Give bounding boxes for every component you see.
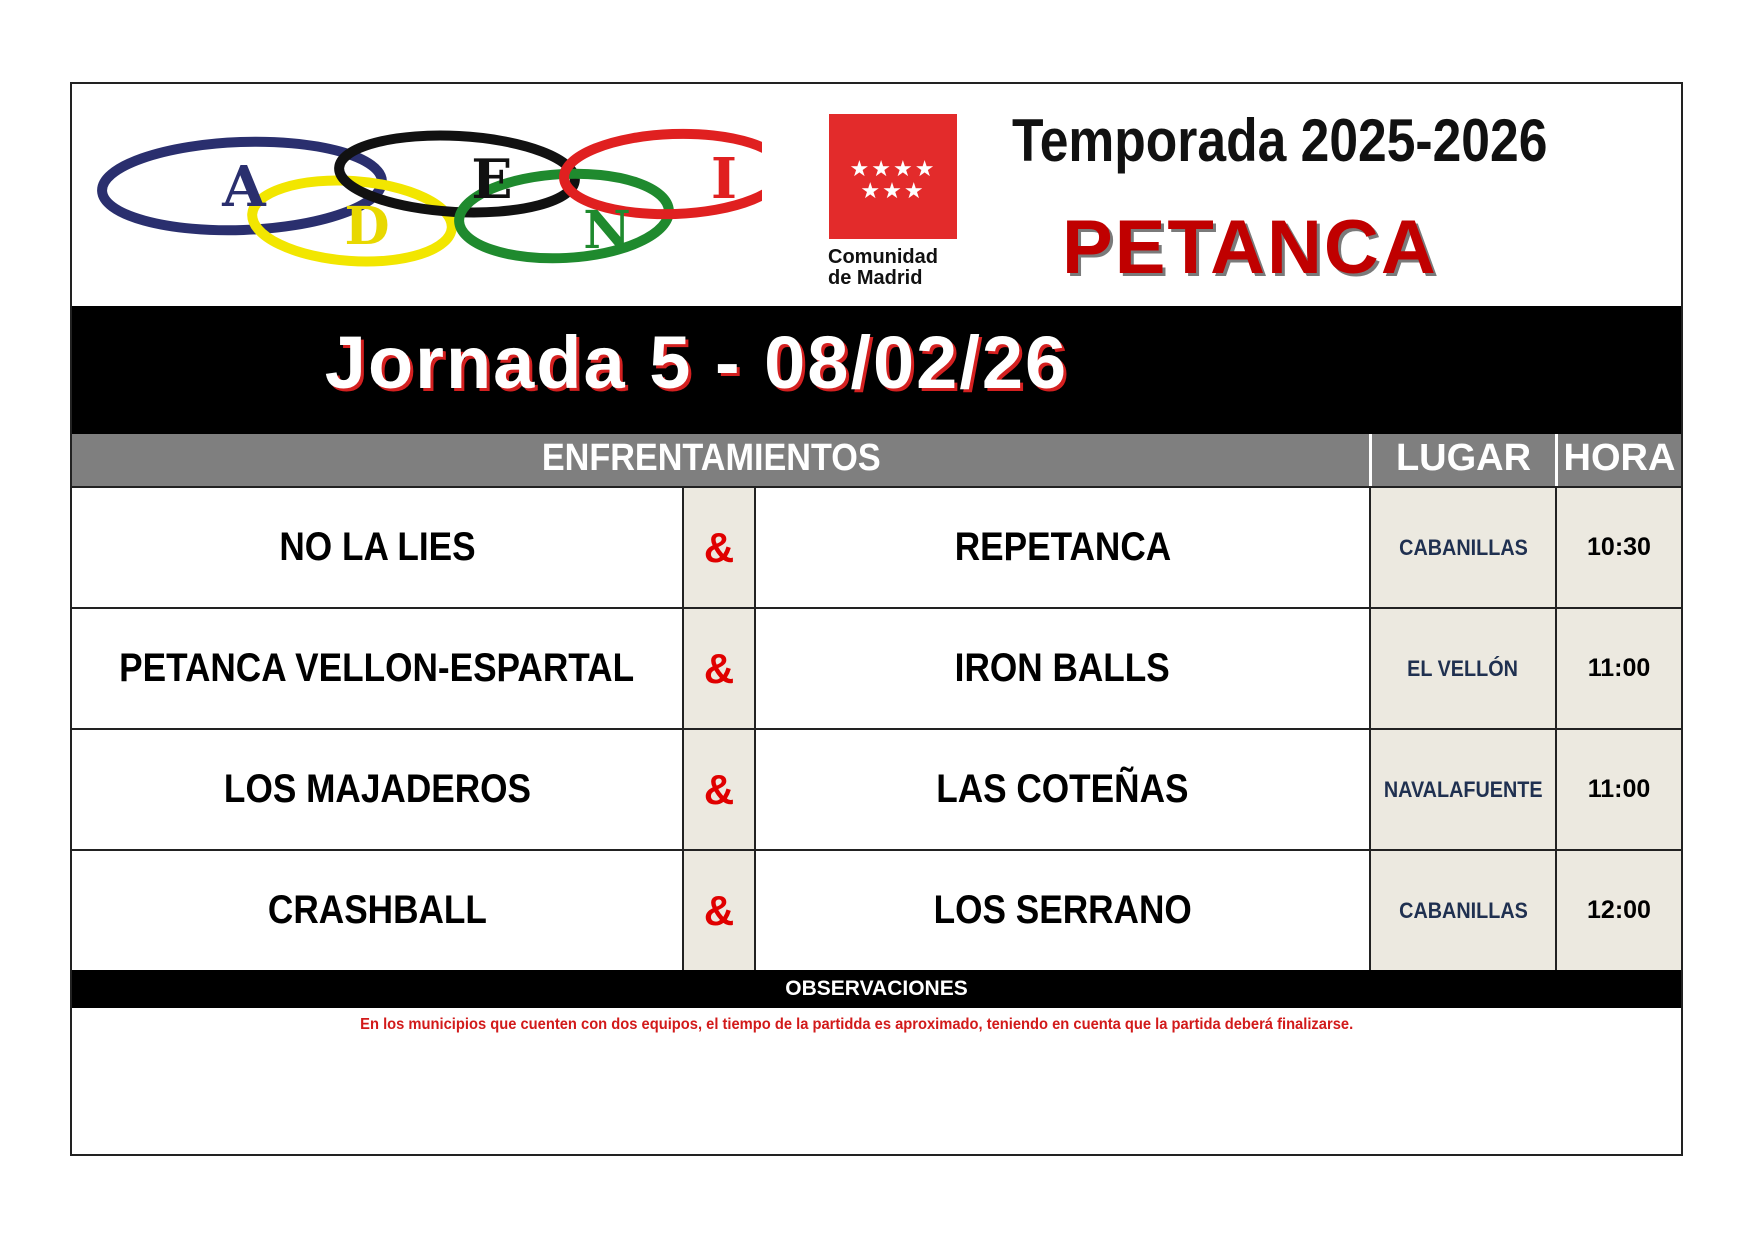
match-place [1369,851,1555,970]
away-team-name: LAS COTEÑAS [936,767,1189,811]
match-row [72,849,1681,970]
match-place-name: CABANILLAS [1398,534,1528,560]
column-header-matches-label: ENFRENTAMIENTOS [542,437,881,479]
versus-symbol: & [682,609,756,728]
away-team-name: IRON BALLS [954,646,1171,690]
home-team [72,851,682,970]
versus-symbol: & [682,488,756,607]
comunidad-de-madrid-logo [829,114,959,292]
match-place [1369,609,1555,728]
match-time: 10:30 [1555,488,1681,607]
logo-letter-a: A [222,154,266,220]
home-team [72,609,682,728]
observations-header: OBSERVACIONES [72,970,1681,1008]
logo-letter-e: E [471,147,513,211]
stars-icon: ★★★★ ★★★ [849,156,937,203]
home-team-name: NO LA LIES [278,525,476,569]
region-logo-line-2: de Madrid [828,267,923,289]
match-place-name: CABANILLAS [1398,897,1528,923]
jornada-banner [72,306,1681,434]
match-row [72,607,1681,728]
away-team [756,609,1369,728]
home-team-name: CRASHBALL [267,888,487,932]
match-place [1369,488,1555,607]
match-row [72,728,1681,849]
observations-text [72,1016,1681,1034]
header [72,84,1681,306]
region-logo-line-1: Comunidad [828,246,938,268]
match-time: 11:00 [1555,609,1681,728]
home-team [72,488,682,607]
sport-title: PETANCA [1062,205,1438,290]
match-time: 11:00 [1555,730,1681,849]
logo-letter-i: I [710,146,738,212]
column-header-place: LUGAR [1369,434,1555,486]
match-row [72,486,1681,607]
away-team-name: LOS SERRANO [933,888,1192,932]
away-team [756,488,1369,607]
home-team-name: PETANCA VELLON-ESPARTAL [119,646,635,690]
match-place-name: NAVALAFUENTE [1383,776,1543,802]
logo-letter-n: N [583,200,631,261]
logo-letter-d: D [344,196,390,257]
versus-symbol: & [682,851,756,970]
season-title: Temporada 2025-2026 [1012,107,1548,174]
match-time: 12:00 [1555,851,1681,970]
column-header-matches [72,434,1369,486]
home-team [72,730,682,849]
away-team [756,851,1369,970]
versus-symbol: & [682,730,756,849]
column-header-time: HORA [1555,434,1681,486]
home-team-name: LOS MAJADEROS [223,767,531,811]
match-place-name: EL VELLÓN [1407,655,1519,681]
region-logo-text [828,247,968,289]
jornada-title: Jornada 5 - 08/02/26 [324,321,1069,404]
schedule-sheet [70,82,1683,1156]
away-team-name: REPETANCA [954,525,1171,569]
away-team [756,730,1369,849]
region-flag [829,114,957,239]
adeni-logo [82,126,762,286]
observations-note: En los municipios que cuenten con dos equipos, el tiempo de la partidda es aproximado, teniendo en cuenta que la partida deberá finalizarse. [360,1016,1353,1033]
match-place [1369,730,1555,849]
